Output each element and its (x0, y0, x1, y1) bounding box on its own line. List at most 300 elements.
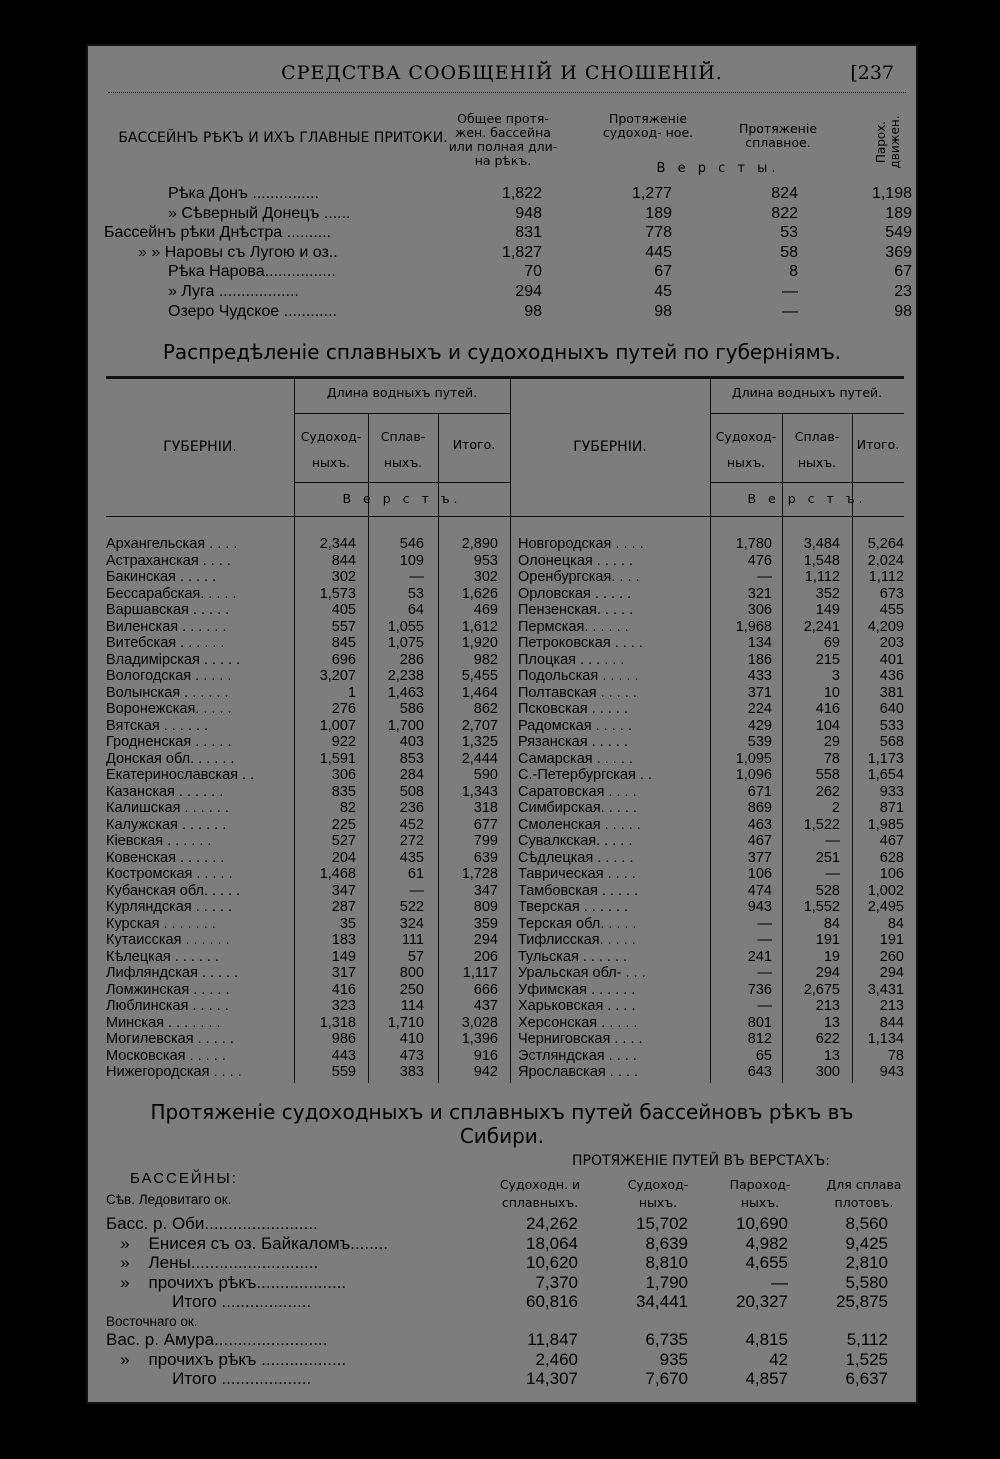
gub-total: 533 (879, 717, 904, 734)
gub-name: Нижегородская . . . . (106, 1064, 242, 1080)
table-row (518, 932, 904, 949)
gub-name: Курляндская . . . . . (106, 899, 232, 915)
gub-nav: — (757, 569, 772, 585)
gub-name: Екатеринославская . . (106, 767, 255, 783)
gub-total: 191 (879, 932, 904, 948)
gub-total: 260 (879, 948, 904, 965)
gub-raft: 78 (823, 750, 840, 767)
gub-name: Тульская . . . . . . (518, 948, 628, 965)
gub-nav: 416 (331, 981, 356, 998)
gub-nav: 557 (331, 618, 356, 635)
basin-c: 10,690 (736, 1214, 788, 1233)
gub-total: 1,464 (461, 684, 498, 701)
gub-nav: 463 (747, 816, 772, 833)
gub-raft: 324 (399, 915, 424, 932)
gub-nav: 696 (331, 651, 356, 668)
basin-name: Басс. р. Оби........................ (106, 1214, 318, 1233)
gub-raft: 528 (815, 882, 840, 899)
gub-name: Орловская . . . . . (518, 585, 632, 602)
gub-nav: 405 (331, 602, 356, 618)
gub-name: Калишская . . . . . . (106, 800, 229, 816)
river-nav: 1,277 (631, 185, 672, 202)
siberia-table-north (106, 1214, 906, 1312)
table-row (106, 1234, 906, 1254)
gub-total: 106 (879, 866, 904, 882)
basin-b: 6,735 (645, 1330, 688, 1349)
gub-name: Костромская . . . . . (106, 866, 233, 882)
rivers-col-steam: Парох. движен. (874, 115, 902, 169)
gub-name: Воронежская. . . . . (106, 701, 232, 717)
river-raft: 824 (771, 185, 798, 202)
rivers-col-raft: Протяженіе сплавное. (738, 121, 818, 150)
table-row (518, 586, 904, 603)
gub-name: Донская обл. . . . . . (106, 750, 235, 767)
gub-raft: 3 (831, 668, 840, 684)
gub-name: Полтавская . . . . . (518, 684, 637, 701)
gub-nav: 183 (331, 932, 356, 948)
gub-name: Сувалкская. . . . . (518, 833, 633, 849)
gub-name: Тамбовская . . . . . (518, 882, 639, 899)
gub-nav: 943 (747, 899, 772, 915)
gub-name: Ярославская . . . . (518, 1064, 638, 1080)
gub-raft: 294 (815, 965, 840, 981)
page-number: [237 (850, 62, 894, 84)
gub-nav: 801 (747, 1014, 772, 1031)
gub-raft: 1,548 (803, 552, 840, 569)
basin-b: 935 (659, 1349, 688, 1369)
gub-total: 3,431 (867, 981, 904, 998)
river-steam: 98 (894, 302, 912, 320)
basin-name: Итого ................... (106, 1369, 312, 1389)
table-row (106, 833, 510, 850)
gub-right-units: В е р с т ъ. (747, 491, 867, 506)
basin-b: 34,441 (636, 1292, 688, 1312)
river-name: » » Наровы съ Лугою и оз.. (138, 243, 338, 261)
gub-raft: 1,710 (387, 1014, 424, 1031)
table-row (106, 701, 510, 718)
gub-left-col-nav: Судоход- ныхъ. (300, 429, 362, 470)
gub-nav: — (757, 965, 772, 981)
river-total: 70 (524, 263, 542, 281)
rivers-units: В е р с т ы. (656, 161, 780, 176)
gub-raft: 236 (399, 800, 424, 816)
gub-nav: 302 (331, 569, 356, 585)
gub-raft: 13 (823, 1014, 840, 1031)
gub-right-col-len: Длина водныхъ путей. (731, 385, 883, 400)
river-name: Бассейнъ рѣки Днѣстра .......... (104, 224, 332, 242)
table-row (518, 949, 904, 966)
gub-name: Владимірская . . . . . (106, 651, 241, 668)
table-row (518, 883, 904, 900)
basin-c: — (771, 1272, 788, 1292)
gub-name: Кѣлецкая . . . . . . (106, 948, 220, 965)
gub-nav: 323 (331, 998, 356, 1014)
gub-nav: 321 (747, 585, 772, 602)
gub-nav: 986 (331, 1031, 356, 1047)
gub-raft: 191 (815, 932, 840, 948)
gub-total: 590 (473, 767, 498, 783)
table-row (518, 965, 904, 982)
table-row (518, 866, 904, 883)
gub-nav: 812 (747, 1031, 772, 1047)
basin-d: 1,525 (845, 1349, 888, 1369)
river-name: » Сѣверный Донецъ ...... (168, 204, 351, 222)
gub-raft: 853 (399, 750, 424, 767)
gub-total: 1,728 (461, 866, 498, 882)
gub-raft: 109 (399, 552, 424, 569)
basin-name: Итого ................... (106, 1292, 312, 1312)
table-row (106, 998, 510, 1015)
table-row (518, 652, 904, 669)
gub-raft: 1,055 (387, 618, 424, 635)
gub-total: 628 (879, 849, 904, 866)
river-total: 294 (515, 282, 542, 300)
gub-total: 982 (473, 651, 498, 668)
gub-name: Калужская . . . . . . (106, 816, 227, 833)
gub-raft: 286 (399, 651, 424, 668)
gub-left-col-len: Длина водныхъ путей. (326, 385, 478, 400)
river-total: 948 (515, 204, 542, 222)
table-row (518, 833, 904, 850)
gub-name: Таврическая . . . . (518, 866, 636, 882)
river-raft: 822 (771, 204, 798, 222)
gub-nav: 1,318 (319, 1014, 356, 1031)
siberia-col-b: Судоход- ныхъ. (627, 1177, 689, 1210)
gub-nav: 539 (747, 734, 772, 750)
gub-raft: 213 (815, 998, 840, 1014)
gub-left-col-total: Итого. (452, 437, 496, 452)
gub-name: Бессарабская. . . . . (106, 585, 237, 602)
table-row (518, 685, 904, 702)
siberia-col-group: ПРОТЯЖЕНІЕ ПУТЕЙ ВЪ ВЕРСТАХЪ: (572, 1153, 830, 1169)
gub-name: Кутаисская . . . . . . (106, 932, 230, 948)
gub-raft: 416 (815, 701, 840, 717)
gub-name: Гродненская . . . . . (106, 734, 232, 750)
siberia-table-east (106, 1330, 906, 1389)
table-row (106, 619, 510, 636)
gub-total: 437 (473, 998, 498, 1014)
gub-nav: 467 (747, 833, 772, 849)
gub-nav: 869 (747, 800, 772, 816)
table-row (518, 701, 904, 718)
gub-name: Кіевская . . . . . . (106, 833, 212, 849)
gub-nav: 443 (331, 1047, 356, 1064)
gub-total: 294 (473, 932, 498, 948)
gub-nav: 1,095 (735, 750, 772, 767)
gub-raft: 149 (815, 602, 840, 618)
basin-c: 20,327 (736, 1292, 788, 1312)
river-raft: 53 (780, 224, 798, 242)
table-row (106, 932, 510, 949)
gub-nav: 306 (747, 602, 772, 618)
basin-a: 18,064 (526, 1233, 578, 1253)
siberia-ocean-1: Сѣв. Ледовитаго ок. (106, 1192, 232, 1207)
gub-raft: 2,675 (803, 981, 840, 998)
basin-a: 24,262 (526, 1214, 578, 1233)
river-steam: 1,198 (871, 185, 912, 202)
gub-name: Витебская . . . . . . (106, 635, 225, 651)
table-row (106, 1350, 906, 1370)
gub-name: Уральская обл- . . . (518, 965, 646, 981)
table-row (106, 1253, 906, 1273)
gub-raft: 1,552 (803, 899, 840, 915)
gub-name: Псковская . . . . . (518, 701, 628, 717)
gub-total: 5,264 (867, 536, 904, 552)
basin-c: 42 (769, 1349, 788, 1369)
gub-nav: 1,780 (735, 536, 772, 552)
gub-name: Тверская . . . . . . (518, 899, 629, 915)
gub-nav: 3,207 (319, 668, 356, 684)
table-row (518, 619, 904, 636)
basin-a: 2,460 (535, 1349, 578, 1369)
siberia-title-2: Сибири. (459, 1124, 545, 1148)
gub-section-title: Распредѣленіе сплавныхъ и судоходныхъ путей по губерніямъ. (162, 340, 842, 364)
basin-b: 8,810 (645, 1253, 688, 1273)
basin-d: 6,637 (845, 1369, 888, 1389)
gub-total: 2,024 (867, 552, 904, 569)
gub-nav: 1,007 (319, 717, 356, 734)
table-row (106, 1214, 906, 1234)
gub-total: 1,612 (461, 618, 498, 635)
gub-name: Казанская . . . . . . (106, 783, 224, 800)
gub-total: 677 (473, 816, 498, 833)
river-nav: 189 (645, 204, 672, 222)
basin-name: » прочихъ рѣкъ .................. (106, 1349, 347, 1369)
gub-raft: 522 (399, 899, 424, 915)
gub-nav: — (757, 998, 772, 1014)
gub-nav: 429 (747, 717, 772, 734)
gub-total: 942 (473, 1064, 498, 1080)
table-row (106, 850, 510, 867)
gub-raft: 61 (407, 866, 424, 882)
gub-total: 1,134 (867, 1031, 904, 1047)
table-row (518, 767, 904, 784)
gub-name: Ломжинская . . . . . (106, 981, 230, 998)
gub-raft: 19 (823, 948, 840, 965)
gub-total: 666 (473, 981, 498, 998)
gub-raft: — (409, 882, 424, 899)
gub-raft: 410 (399, 1031, 424, 1047)
siberia-ocean-2: Восточнаго ок. (106, 1314, 198, 1329)
gub-name: Архангельская . . . . (106, 536, 238, 552)
river-nav: 778 (645, 224, 672, 242)
gub-nav: 527 (331, 833, 356, 849)
river-steam: 23 (894, 282, 912, 300)
gub-raft: 1,522 (803, 816, 840, 833)
gub-name: Сѣдлецкая . . . . . (518, 849, 634, 866)
gub-raft: 1,112 (804, 569, 840, 585)
table-row (518, 569, 904, 586)
gub-nav: 204 (331, 849, 356, 866)
gub-raft: 250 (399, 981, 424, 998)
table-row (518, 668, 904, 685)
river-name: » Луга .................. (168, 282, 299, 300)
gub-name: Рязанская . . . . . (518, 734, 628, 750)
gub-name: Радомская . . . . . (518, 717, 632, 734)
gub-nav: 371 (747, 684, 772, 701)
gub-raft: 284 (399, 767, 424, 783)
table-row (106, 536, 510, 553)
gub-name: С.-Петербургская . . (518, 767, 652, 783)
table-row (106, 949, 510, 966)
gub-name: Уфимская . . . . . . (518, 981, 636, 998)
basin-d: 25,875 (836, 1292, 888, 1312)
gub-total: 844 (879, 1014, 904, 1031)
gub-name: Лифляндская . . . . . (106, 965, 239, 981)
gub-name: Терская обл. . . . . (518, 915, 637, 932)
gub-name: Московская . . . . . (106, 1047, 226, 1064)
gub-raft: 114 (400, 998, 424, 1014)
gub-name: Саратовская . . . . (518, 783, 637, 800)
gub-raft: 800 (399, 965, 424, 981)
gub-total: 1,325 (461, 734, 498, 750)
gub-nav: 922 (331, 734, 356, 750)
gub-nav: 845 (331, 635, 356, 651)
gub-name: Смоленская . . . . . (518, 816, 641, 833)
table-row (518, 553, 904, 570)
gub-total: 1,117 (462, 965, 498, 981)
gub-nav: 559 (331, 1064, 356, 1080)
gub-name: Бакинская . . . . . (106, 569, 217, 585)
gub-nav: 474 (747, 882, 772, 899)
gub-raft: — (825, 833, 840, 849)
gub-name: Херсонская . . . . . (518, 1014, 638, 1031)
gub-name: Симбирская. . . . . (518, 800, 637, 816)
table-row (518, 602, 904, 619)
river-raft: 58 (780, 243, 798, 261)
table-row (106, 800, 510, 817)
table-row (518, 734, 904, 751)
gub-nav: 377 (747, 849, 772, 866)
gub-nav: 306 (331, 767, 356, 783)
gub-name: Люблинская . . . . . (106, 998, 229, 1014)
table-row (106, 569, 510, 586)
gub-nav: 82 (339, 800, 356, 816)
gub-total: 206 (473, 948, 498, 965)
gub-total: 799 (473, 833, 498, 849)
gub-right-col-raft: Сплав- ныхъ. (794, 429, 840, 470)
river-nav: 98 (654, 302, 672, 320)
basin-a: 14,307 (526, 1369, 578, 1389)
gub-total: 2,495 (867, 899, 904, 915)
table-row (106, 1015, 510, 1032)
gub-nav: 476 (747, 552, 772, 569)
running-header: СРЕДСТВА СООБЩЕНІЙ И СНОШЕНІЙ. (281, 62, 723, 84)
gub-total: 2,444 (461, 750, 498, 767)
basin-d: 8,560 (845, 1214, 888, 1233)
basin-a: 11,847 (527, 1330, 578, 1349)
gub-name: Вятская . . . . . . (106, 717, 209, 734)
gub-nav: 65 (755, 1047, 772, 1064)
gub-raft: 586 (399, 701, 424, 717)
gub-raft: 3,484 (803, 536, 840, 552)
river-steam: 67 (894, 263, 912, 281)
gub-raft: 53 (407, 585, 424, 602)
table-row (518, 982, 904, 999)
table-row (518, 635, 904, 652)
basin-a: 10,620 (526, 1253, 578, 1273)
rivers-col-name: БАССЕЙНЪ РѢКЪ И ИХЪ ГЛАВНЫЕ ПРИТОКИ. (118, 130, 448, 146)
table-row (106, 1064, 510, 1081)
river-steam: 549 (885, 224, 912, 242)
gub-raft: 622 (815, 1031, 840, 1047)
gub-name: Пензенская. . . . . (518, 602, 634, 618)
gub-name: Минская . . . . . . . (106, 1014, 221, 1031)
gub-total: 359 (473, 915, 498, 932)
gub-total: 862 (473, 701, 498, 717)
gub-raft: 558 (815, 767, 840, 783)
river-nav: 45 (654, 282, 672, 300)
table-row (88, 282, 918, 302)
basin-c: 4,857 (745, 1369, 788, 1389)
gub-raft: 403 (399, 734, 424, 750)
table-row (106, 784, 510, 801)
gub-name: Черниговская . . . . (518, 1031, 643, 1047)
table-row (518, 817, 904, 834)
gub-raft: 84 (823, 915, 840, 932)
table-row (518, 1015, 904, 1032)
river-raft: — (782, 282, 798, 300)
river-name: Рѣка Нарова................ (168, 263, 336, 281)
gub-raft: 29 (823, 734, 840, 750)
river-name: Озеро Чудское ............ (168, 302, 337, 320)
gub-name: Астраханская . . . . (106, 552, 231, 569)
siberia-col-a: Судоходн. и сплавныхъ. (499, 1177, 581, 1210)
table-row (518, 784, 904, 801)
gub-total: 1,343 (461, 783, 498, 800)
gub-name: Плоцкая . . . . . . (518, 651, 625, 668)
table-row (106, 883, 510, 900)
table-row (88, 302, 918, 322)
table-row (106, 1048, 510, 1065)
gub-name: Эстляндская . . . . (518, 1047, 637, 1064)
gub-left-units: В е р с т ъ. (342, 491, 462, 506)
gub-total: 871 (879, 800, 904, 816)
gub-raft: 64 (407, 602, 424, 618)
gub-raft: 215 (815, 651, 840, 668)
table-row (106, 1031, 510, 1048)
basin-a: 7,370 (535, 1272, 578, 1292)
gub-total: 916 (473, 1047, 498, 1064)
gub-total: 809 (473, 899, 498, 915)
basin-b: 7,670 (645, 1369, 688, 1389)
gub-nav: 1 (347, 684, 356, 701)
gub-nav: 149 (331, 948, 356, 965)
gub-nav: 835 (331, 783, 356, 800)
gub-raft: 383 (399, 1064, 424, 1080)
rivers-table (88, 184, 918, 321)
gub-total: 467 (879, 833, 904, 849)
gub-raft: 452 (399, 816, 424, 833)
gub-raft: 1,075 (387, 635, 424, 651)
gub-nav: 671 (747, 783, 772, 800)
gub-nav: 225 (331, 816, 356, 833)
river-name: Рѣка Донъ ............... (168, 185, 320, 202)
gub-raft: 2,238 (387, 668, 424, 684)
gub-total: 943 (879, 1064, 904, 1080)
gub-total: 1,173 (867, 750, 904, 767)
gub-right-table (518, 536, 904, 1081)
table-row (518, 800, 904, 817)
gub-raft: 13 (823, 1047, 840, 1064)
basin-name: Вас. р. Амура........................ (106, 1330, 328, 1349)
gub-total: 84 (887, 915, 904, 932)
river-raft: — (782, 302, 798, 320)
gub-total: 640 (879, 701, 904, 717)
gub-raft: 104 (815, 717, 840, 734)
table-row (106, 751, 510, 768)
gub-total: 436 (879, 668, 904, 684)
